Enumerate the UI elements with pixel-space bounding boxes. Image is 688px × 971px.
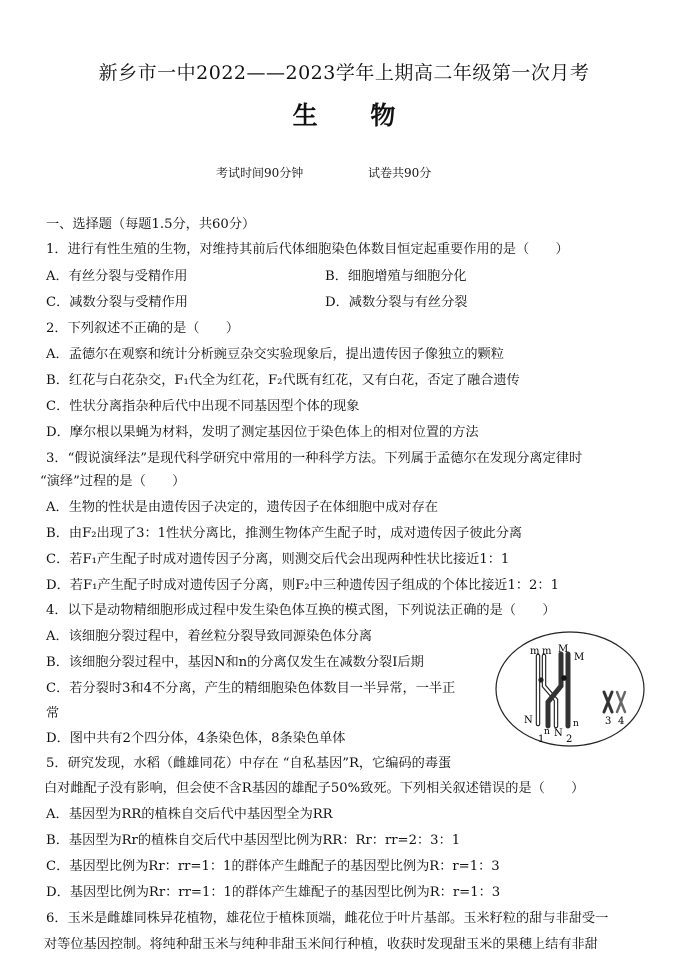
gene-m-top-label: m — [530, 646, 540, 657]
q5-option-d: D．基因型比例为Rr：rr=1：1的群体产生雄配子的基因型比例为R：r=1：3 — [46, 885, 501, 900]
exam-time: 考试时间90分钟 — [216, 166, 304, 180]
section-heading: 一、选择题（每题1.5分，共60分） — [46, 217, 256, 232]
gene-M-top-label-2: M — [574, 652, 585, 663]
gene-m-top-label-2: m — [542, 646, 552, 657]
chromosome-3-label: 3 — [605, 716, 612, 727]
q3-stem-line1: 3．“假说演绎法”是现代科学研究中常用的一种科学方法。下列属于孟德尔在发现分离定律时 — [46, 451, 583, 466]
q2-option-b: B．红花与白花杂交，F₁代全为红花，F₂代既有红花，又有白花，否定了融合遗传 — [46, 373, 520, 388]
gene-N-label-2: N — [554, 728, 563, 739]
q3-option-b: B．由F₂出现了3：1性状分离比，推测生物体产生配子时，成对遗传因子彼此分离 — [46, 526, 523, 541]
q5-option-c: C．基因型比例为Rr：rr=1：1的群体产生雌配子的基因型比例为R：r=1：3 — [46, 859, 500, 874]
total-score: 试卷共90分 — [368, 166, 432, 180]
gene-N-label: N — [524, 715, 533, 726]
q4-stem: 4．以下是动物精细胞形成过程中发生染色体互换的模式图，下列说法正确的是（ ） — [46, 603, 556, 618]
q4-option-c-line1: C．若分裂时3和4不分离，产生的精细胞染色体数目一半异常，一半正 — [46, 681, 456, 696]
q6-stem-line2: 对等位基因控制。将纯种甜玉米与纯种非甜玉米间行种植，收获时发现甜玉米的果穗上结有非甜 — [44, 937, 598, 952]
chromosome-4 — [617, 692, 625, 712]
q1-stem: 1．进行有性生殖的生物，对维持其前后代体细胞染色体数目恒定起重要作用的是（ ） — [46, 242, 569, 257]
chromosome-2-label: 2 — [566, 734, 573, 745]
q3-option-a: A．生物的性状是由遗传因子决定的，遗传因子在体细胞中成对存在 — [46, 500, 438, 515]
q3-option-c: C．若F₁产生配子时成对遗传因子分离，则测交后代会出现两种性状比接近1：1 — [46, 552, 510, 567]
q4-option-b: B．该细胞分裂过程中，基因N和n的分离仅发生在减数分裂Ⅰ后期 — [46, 655, 424, 670]
q1-option-c: C．减数分裂与受精作用 — [46, 295, 188, 310]
exam-title: 新乡市一中2022——2023学年上期高二年级第一次月考 — [98, 62, 590, 84]
subject-title: 生 物 — [292, 101, 418, 130]
chromosome-crossover-diagram — [494, 630, 646, 748]
q3-stem-line2: “演绎”过程的是（ ） — [40, 474, 186, 489]
q2-option-c: C．性状分离指杂种后代中出现不同基因型个体的现象 — [46, 399, 360, 414]
q5-option-a: A．基因型为RR的植株自交后代中基因型全为RR — [46, 807, 333, 822]
q5-option-b: B．基因型为Rr的植株自交后代中基因型比例为RR：Rr：rr=2：3：1 — [46, 833, 461, 848]
q5-stem-line1: 5．研究发现，水稻（雌雄同花）中存在 “自私基因”R，它编码的毒蛋 — [46, 756, 452, 771]
q4-option-a: A．该细胞分裂过程中，着丝粒分裂导致同源染色体分离 — [46, 629, 373, 644]
chromosome-4-label: 4 — [618, 716, 625, 727]
q1-option-b: B．细胞增殖与细胞分化 — [325, 269, 467, 284]
gene-n-label: n — [544, 727, 550, 737]
q5-stem-line2: 白对雌配子没有影响，但会使不含R基因的雄配子50%致死。下列相关叙述错误的是（ ） — [44, 781, 585, 796]
chromosome-1-label: 1 — [538, 734, 545, 745]
chromosome-3 — [604, 692, 612, 712]
q3-option-d: D．若F₁产生配子时成对遗传因子分离，则F₂中三种遗传因子组成的个体比接近1：2：1 — [46, 578, 559, 593]
q2-option-d: D．摩尔根以果蝇为材料，发明了测定基因位于染色体上的相对位置的方法 — [46, 425, 479, 440]
q1-option-a: A．有丝分裂与受精作用 — [46, 269, 188, 284]
gene-n-label-2: n — [573, 719, 579, 729]
q4-option-c-line2: 常 — [46, 706, 60, 721]
q2-stem: 2．下列叙述不正确的是（ ） — [46, 321, 240, 336]
q6-stem-line1: 6．玉米是雌雄同株异花植物，雄花位于植株顶端，雌花位于叶片基部。玉米籽粒的甜与非甜受一 — [46, 911, 609, 926]
q1-option-d: D．减数分裂与有丝分裂 — [325, 295, 468, 310]
q4-option-d: D．图中共有2个四分体，4条染色体，8条染色单体 — [46, 731, 346, 746]
q2-option-a: A．孟德尔在观察和统计分析豌豆杂交实验现象后，提出遗传因子像独立的颗粒 — [46, 347, 504, 362]
gene-M-top-label: M — [558, 644, 569, 655]
